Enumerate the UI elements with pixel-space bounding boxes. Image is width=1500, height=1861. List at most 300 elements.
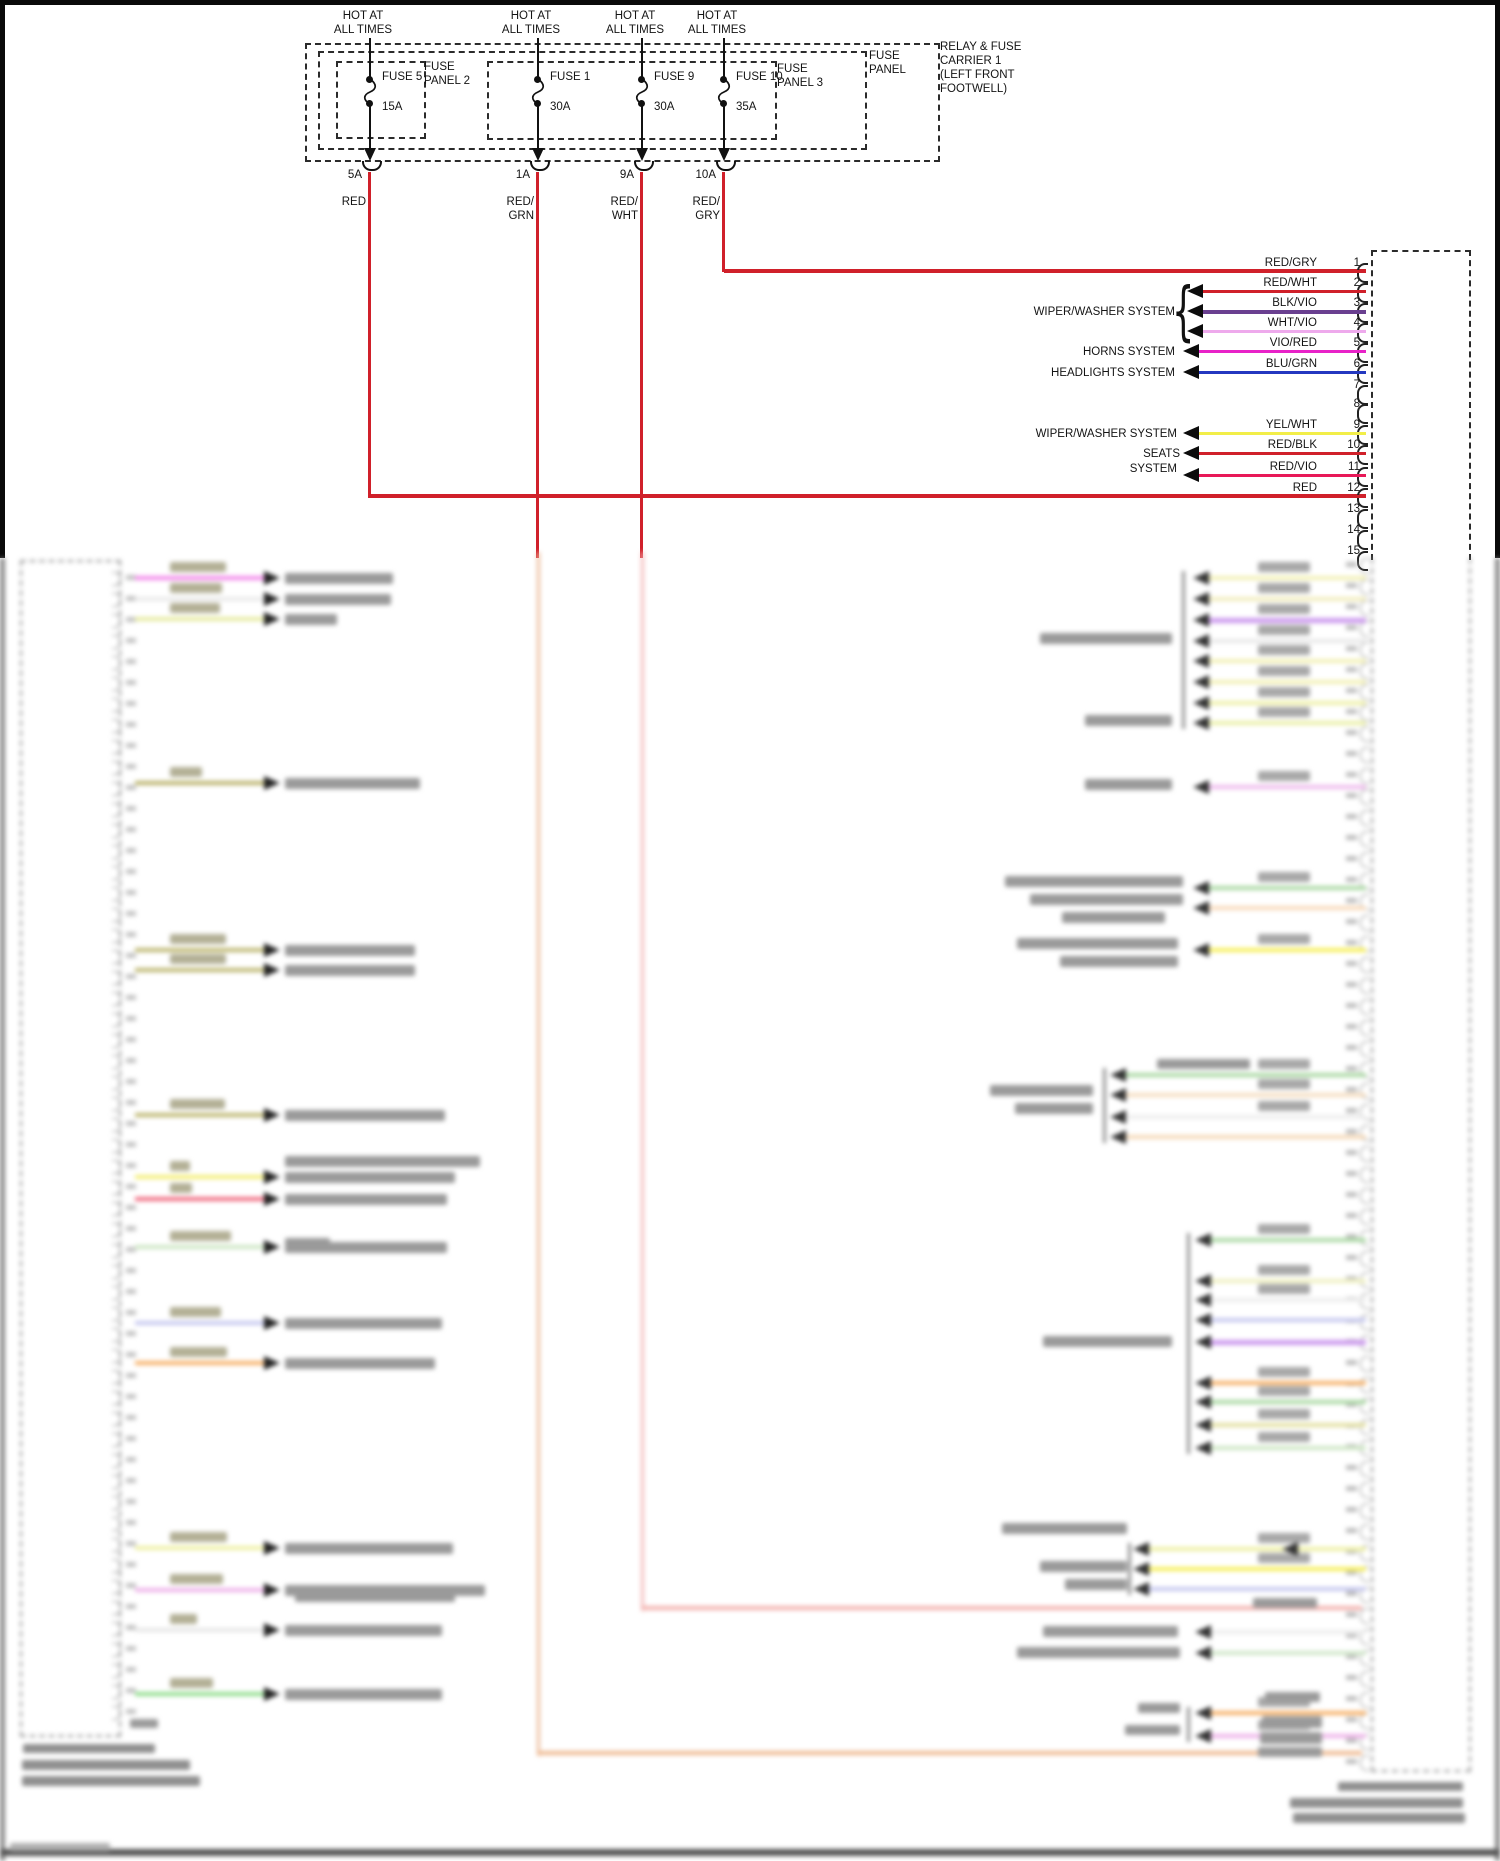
left-pin-number — [126, 638, 136, 643]
left-wire — [135, 1692, 265, 1696]
right-pin-socket-icon — [1360, 1713, 1369, 1729]
left-pin-number — [126, 1436, 136, 1441]
right-wire-color-label — [1258, 1432, 1310, 1442]
hot-at-label: HOT AT ALL TIMES — [605, 10, 665, 36]
fuse-amps-label: 30A — [550, 101, 571, 113]
right-wire-arrow-icon — [1133, 1542, 1149, 1556]
blurred-label — [1043, 1336, 1172, 1347]
left-pin-number — [126, 974, 136, 979]
right-wire — [1209, 721, 1366, 725]
left-wire-color-label — [170, 767, 202, 777]
right-wire — [1126, 1135, 1366, 1139]
right-wire-arrow-icon — [1195, 1335, 1211, 1349]
fuse-panel3-label: FUSE PANEL 3 — [777, 63, 824, 89]
fuse-amps-label: 15A — [382, 101, 403, 113]
wire-group-bracket — [1182, 571, 1185, 729]
right-wire-arrow-icon — [1195, 1233, 1211, 1247]
left-wire-arrow-icon — [264, 963, 280, 977]
left-pin-number — [126, 1646, 136, 1651]
right-wire-color-label — [1258, 604, 1310, 614]
right-pin-socket-icon — [1360, 852, 1369, 868]
right-wire — [1211, 1630, 1366, 1634]
left-pin-number — [126, 953, 136, 958]
left-wire — [135, 1197, 265, 1201]
blurred-label — [1265, 1692, 1320, 1702]
pin-number: 10 — [1347, 439, 1360, 451]
right-wire-arrow-icon — [1193, 613, 1209, 627]
blurred-label — [1065, 1579, 1127, 1590]
right-pin-socket-icon — [1360, 1671, 1369, 1687]
left-pin-number — [126, 1142, 136, 1147]
feed-wire-lower — [641, 552, 644, 1611]
system-label-seats-2: SYSTEM — [1129, 463, 1177, 475]
left-wire — [135, 1546, 265, 1550]
blurred-label — [1040, 633, 1172, 644]
right-pin-number — [1346, 961, 1357, 966]
left-wire-arrow-icon — [264, 1623, 280, 1637]
left-wire — [135, 1245, 265, 1249]
right-pin-socket-icon — [1360, 978, 1369, 994]
right-wire-arrow-icon — [1195, 1729, 1211, 1743]
left-pin-number — [126, 932, 136, 937]
feed-wire-lower — [537, 552, 540, 1756]
right-wire — [1209, 886, 1366, 890]
left-wire-color-label — [170, 1678, 213, 1688]
right-pin-number — [1346, 856, 1357, 861]
left-pin-number — [126, 1394, 136, 1399]
wire-color-label: RED/BLK — [1267, 439, 1317, 451]
left-wire — [135, 1628, 265, 1632]
right-wire-color-label — [1258, 707, 1310, 717]
left-pin-number — [126, 1604, 136, 1609]
right-wire-color-label — [1258, 562, 1310, 572]
right-wire-arrow-icon — [1193, 901, 1209, 915]
left-wire-arrow-icon — [264, 1192, 280, 1206]
left-wire-color-label — [170, 1307, 221, 1317]
blurred-label — [1125, 1725, 1180, 1735]
right-wire-arrow-icon — [1195, 1706, 1211, 1720]
left-pin-number — [126, 1163, 136, 1168]
left-wire-system-label — [285, 1172, 455, 1183]
right-pin-socket-icon — [1360, 1146, 1369, 1162]
right-pin-socket-icon — [1360, 726, 1369, 742]
left-pin-number — [126, 680, 136, 685]
right-pin-number — [1346, 1360, 1357, 1365]
right-pin-number — [1346, 940, 1357, 945]
pin-number: 5 — [1353, 337, 1360, 349]
right-pin-socket-icon — [1360, 663, 1369, 679]
right-pin-number — [1346, 730, 1357, 735]
left-pin-number — [126, 1520, 136, 1525]
blurred-label — [990, 1085, 1093, 1096]
system-label-horns: HORNS SYSTEM — [1082, 346, 1175, 358]
right-pin-socket-icon — [1360, 1167, 1369, 1183]
fuse-wire-color-label: RED/ WHT — [610, 196, 638, 222]
right-wire-arrow-icon — [1193, 881, 1209, 895]
left-pin-number — [126, 722, 136, 727]
right-wire — [1149, 1567, 1366, 1571]
left-wire-color-label — [170, 1183, 192, 1193]
left-wire-arrow-icon — [264, 1240, 280, 1254]
right-wire-arrow-icon — [1193, 696, 1209, 710]
right-wire — [1209, 948, 1366, 952]
right-pin-socket-icon — [1360, 915, 1369, 931]
left-wire — [135, 576, 265, 580]
left-wire-color-label — [170, 1161, 190, 1171]
right-wire-arrow-icon — [1195, 1293, 1211, 1307]
right-wire-arrow-icon — [1110, 1130, 1126, 1144]
left-label-extra-line — [285, 1238, 330, 1249]
right-pin-number — [1346, 709, 1357, 714]
fuse-name-label: FUSE 1 — [550, 71, 591, 83]
fuse-wire-color-label: RED/ GRY — [692, 196, 720, 222]
right-pin-socket-icon — [1360, 1356, 1369, 1372]
blurred-label — [1060, 956, 1178, 967]
right-wire-arrow-icon — [1282, 1542, 1298, 1556]
right-wire-arrow-icon — [1195, 1625, 1211, 1639]
left-pin-number — [126, 1478, 136, 1483]
blurred-label — [1002, 1523, 1127, 1534]
left-wire-color-label — [170, 1347, 227, 1357]
left-connector-caption-line — [22, 1776, 200, 1786]
left-wire-arrow-icon — [264, 1170, 280, 1184]
system-label-headlights: HEADLIGHTS SYSTEM — [1051, 367, 1175, 379]
right-pin-number — [1346, 1171, 1357, 1176]
left-wire-arrow-icon — [264, 612, 280, 626]
system-label-wiper-washer-2: WIPER/WASHER SYSTEM — [1035, 428, 1177, 440]
right-pin-number — [1346, 1192, 1357, 1197]
right-wire-color-label — [1258, 583, 1310, 593]
right-pin-number — [1346, 562, 1357, 567]
left-pin-number — [126, 1016, 136, 1021]
right-wire-arrow-icon — [1133, 1582, 1149, 1596]
wire-color-label: BLU/GRN — [1265, 358, 1317, 370]
relay-fuse-carrier-label: RELAY & FUSE CARRIER 1 (LEFT FRONT FOOTWELL) — [940, 41, 1022, 95]
right-wire-arrow-icon — [1195, 1441, 1211, 1455]
left-pin-number — [126, 1100, 136, 1105]
right-pin-number — [1346, 1003, 1357, 1008]
left-wire-arrow-icon — [264, 1108, 280, 1122]
pin-number: 9 — [1353, 419, 1360, 431]
right-pin-socket-icon — [1360, 1377, 1369, 1393]
left-pin-number — [126, 743, 136, 748]
right-pin-socket-icon — [1360, 789, 1369, 805]
right-wire-arrow-icon — [1133, 1562, 1149, 1576]
right-pin-socket-icon — [1360, 747, 1369, 763]
left-wire — [135, 781, 265, 785]
left-wire-arrow-icon — [264, 943, 280, 957]
right-pin-socket-icon — [1360, 1419, 1369, 1435]
right-pin-number — [1346, 982, 1357, 987]
pin-number: 14 — [1347, 524, 1360, 536]
right-connector-caption-line — [1293, 1813, 1465, 1823]
right-wire-color-label — [1258, 1224, 1310, 1234]
right-pin-number — [1346, 1738, 1357, 1743]
right-pin-number — [1346, 1024, 1357, 1029]
blurred-label — [1157, 1059, 1250, 1069]
right-wire-color-label — [1258, 1367, 1310, 1377]
fuse-pin-label: 1A — [515, 169, 530, 181]
right-wire — [1209, 906, 1366, 910]
left-wire — [135, 968, 265, 972]
right-wire — [1211, 1711, 1366, 1715]
blurred-label — [1260, 1732, 1322, 1744]
wire-group-bracket — [1103, 1068, 1106, 1143]
blurred-label — [1043, 1626, 1178, 1637]
left-wire-system-label — [285, 945, 415, 956]
right-wire-color-label — [1258, 1059, 1310, 1069]
left-wire-arrow-icon — [264, 1356, 280, 1370]
blurred-label — [1085, 779, 1172, 790]
left-wire-color-label — [170, 583, 222, 593]
right-wire-arrow-icon — [1193, 592, 1209, 606]
right-pin-number — [1346, 1675, 1357, 1680]
right-wire — [1211, 1651, 1366, 1655]
fuse-wire-color-label: RED/ GRN — [506, 196, 534, 222]
hot-at-label: HOT AT ALL TIMES — [333, 10, 393, 36]
right-wire-color-label — [1258, 666, 1310, 676]
left-wire-system-label — [285, 778, 420, 789]
hot-at-label: HOT AT ALL TIMES — [501, 10, 561, 36]
right-wire — [1211, 1340, 1366, 1345]
right-pin-number — [1346, 877, 1357, 882]
right-pin-number — [1346, 1045, 1357, 1050]
wire-color-label: YEL/WHT — [1265, 419, 1317, 431]
left-wire-system-label — [285, 1194, 447, 1205]
right-wire-arrow-icon — [1195, 1395, 1211, 1409]
left-pin-number — [126, 848, 136, 853]
left-pin-number — [126, 1289, 136, 1294]
left-wire-arrow-icon — [264, 1541, 280, 1555]
right-wire — [1126, 1093, 1366, 1097]
left-pin-number — [126, 869, 136, 874]
left-pin-number — [126, 995, 136, 1000]
copyright-line — [10, 1843, 110, 1851]
right-pin-number — [1346, 1066, 1357, 1071]
left-pin-number — [126, 890, 136, 895]
right-pin-socket-icon — [1360, 831, 1369, 847]
right-wire-arrow-icon — [1110, 1088, 1126, 1102]
wire-color-label: VIO/RED — [1269, 337, 1317, 349]
left-wire-system-label — [285, 965, 415, 976]
right-pin-number — [1346, 814, 1357, 819]
right-wire — [1209, 785, 1366, 789]
right-pin-number — [1346, 604, 1357, 609]
right-wire-color-label — [1258, 625, 1310, 635]
brace-wiper-washer: { — [1172, 275, 1195, 349]
left-wire-arrow-icon — [264, 571, 280, 585]
right-pin-number — [1346, 1465, 1357, 1470]
right-connector-caption-line — [1290, 1798, 1463, 1808]
left-pin-number — [126, 1184, 136, 1189]
right-pin-number — [1346, 898, 1357, 903]
fuse-name-label: FUSE 5 — [382, 71, 423, 83]
right-connector-caption-line — [1338, 1782, 1463, 1791]
right-pin-number — [1346, 1696, 1357, 1701]
blurred-label — [1062, 912, 1165, 923]
left-wire-color-label — [170, 1099, 225, 1109]
left-wire-color-label — [170, 1574, 223, 1584]
wire-group-bracket — [1187, 1233, 1190, 1454]
right-wire-color-label — [1258, 1386, 1310, 1396]
right-pin-socket-icon — [1360, 642, 1369, 658]
right-pin-number — [1346, 667, 1357, 672]
right-wire — [1209, 576, 1366, 580]
right-pin-socket-icon — [1360, 768, 1369, 784]
right-wire — [1209, 597, 1366, 601]
wire-color-label: RED/WHT — [1263, 277, 1317, 289]
left-wire-color-label — [170, 562, 226, 572]
pin-number: 7 — [1353, 379, 1360, 391]
left-wire — [135, 948, 265, 952]
left-pin-number — [126, 1226, 136, 1231]
left-wire — [135, 1113, 265, 1117]
right-pin-number — [1346, 1612, 1357, 1617]
right-pin-socket-icon — [1360, 1041, 1369, 1057]
right-pin-socket-icon — [1360, 1020, 1369, 1036]
right-wire — [1211, 1279, 1366, 1283]
frame-left-lower — [0, 558, 5, 1861]
left-wire — [135, 597, 265, 601]
pin-number: 15 — [1347, 545, 1360, 557]
right-wire-color-label — [1258, 1265, 1310, 1275]
right-pin-number — [1346, 646, 1357, 651]
right-pin-number — [1346, 1717, 1357, 1722]
right-pin-socket-icon — [1360, 1755, 1369, 1771]
blurred-label — [1262, 1716, 1322, 1728]
fuse-wire-color-label: RED — [341, 196, 366, 208]
right-pin-number — [1346, 1129, 1357, 1134]
right-wire-color-label — [1258, 1101, 1310, 1111]
right-pin-socket-icon — [1360, 1692, 1369, 1708]
left-wire-system-label — [285, 1543, 453, 1554]
right-pin-socket-icon — [1360, 1482, 1369, 1498]
pin-number: 11 — [1348, 461, 1360, 473]
left-label-extra-line — [285, 1156, 480, 1167]
left-wire-color-label — [170, 1532, 227, 1542]
right-wire — [1209, 639, 1366, 643]
right-pin-socket-icon — [1360, 810, 1369, 826]
right-pin-number — [1346, 1150, 1357, 1155]
left-wire-system-label — [285, 573, 393, 584]
right-wire — [1126, 1115, 1366, 1119]
pin-number: 6 — [1353, 358, 1360, 370]
left-wire-system-label — [285, 1625, 442, 1636]
left-wire-arrow-icon — [264, 1583, 280, 1597]
right-wire-color-label — [1258, 934, 1310, 944]
left-pin-number — [126, 1079, 136, 1084]
right-pin-socket-icon — [1360, 705, 1369, 721]
pin-number: 4 — [1353, 317, 1360, 329]
right-pin-socket-icon — [1360, 579, 1369, 595]
right-wire — [1209, 701, 1366, 705]
right-pin-number — [1346, 1591, 1357, 1596]
right-pin-socket-icon — [1360, 1608, 1369, 1624]
hot-at-label: HOT AT ALL TIMES — [687, 10, 747, 36]
left-wire-color-label — [170, 1231, 231, 1241]
blurred-label — [1015, 1103, 1093, 1114]
blurred-label — [1085, 715, 1172, 726]
left-pin-number — [126, 827, 136, 832]
left-wire-color-label — [170, 603, 220, 613]
left-pin-number — [126, 911, 136, 916]
right-wire-color-label — [1258, 645, 1310, 655]
pin-number: 13 — [1347, 503, 1360, 515]
left-wire — [135, 1588, 265, 1592]
pin-number: 1 — [1353, 257, 1360, 269]
right-wire-arrow-icon — [1193, 634, 1209, 648]
left-pin-number — [126, 701, 136, 706]
blurred-label — [1253, 1598, 1317, 1608]
blurred-label — [1017, 938, 1178, 949]
frame-bottom — [0, 1849, 1500, 1856]
right-wire-arrow-icon — [1195, 1646, 1211, 1660]
fuse-name-label: FUSE 9 — [654, 71, 695, 83]
left-wire-color-label — [170, 934, 226, 944]
left-wire-arrow-icon — [264, 776, 280, 790]
frame-right-lower — [1495, 558, 1500, 1861]
right-pin-socket-icon — [1360, 1524, 1369, 1540]
right-wire-arrow-icon — [1193, 654, 1209, 668]
right-wire-color-label — [1258, 1284, 1310, 1294]
left-connector-caption-line — [23, 1744, 155, 1753]
fuse-pin-label: 5A — [347, 169, 362, 181]
left-pin-number — [126, 1457, 136, 1462]
right-wire-arrow-icon — [1193, 780, 1209, 794]
fuse-amps-label: 35A — [736, 101, 757, 113]
right-pin-socket-icon — [1360, 957, 1369, 973]
right-wire-arrow-icon — [1193, 943, 1209, 957]
right-pin-socket-icon — [1360, 1503, 1369, 1519]
right-wire — [1211, 1238, 1366, 1242]
right-wire — [1211, 1423, 1366, 1427]
right-wire — [1149, 1587, 1366, 1591]
right-pin-socket-icon — [1360, 999, 1369, 1015]
left-pin-number — [126, 764, 136, 769]
right-wire-arrow-icon — [1195, 1376, 1211, 1390]
right-pin-number — [1346, 919, 1357, 924]
left-pin-number — [126, 1037, 136, 1042]
left-wire-system-label — [285, 1358, 435, 1369]
pin-number: 12 — [1347, 482, 1360, 494]
left-wire-arrow-icon — [264, 592, 280, 606]
wire-color-label: RED/VIO — [1269, 461, 1317, 473]
blurred-label — [1030, 894, 1183, 905]
right-wire — [1149, 1547, 1366, 1551]
wire-group-bracket — [1128, 1543, 1131, 1595]
right-wire-color-label — [1258, 687, 1310, 697]
right-wire-arrow-icon — [1110, 1068, 1126, 1082]
right-pin-number — [1346, 835, 1357, 840]
system-label-wiper-washer-1: WIPER/WASHER SYSTEM — [1033, 306, 1175, 318]
feed-wire-lower — [538, 1751, 1362, 1755]
blurred-label — [1017, 1647, 1180, 1658]
wire-color-label: BLK/VIO — [1272, 297, 1317, 309]
left-wire-arrow-icon — [264, 1316, 280, 1330]
left-pin-number — [126, 1667, 136, 1672]
left-pin-number — [126, 1415, 136, 1420]
right-wire — [1211, 1446, 1366, 1450]
right-pin-number — [1346, 772, 1357, 777]
right-wire-arrow-icon — [1195, 1274, 1211, 1288]
right-pin-number — [1346, 1507, 1357, 1512]
left-connector-box — [20, 560, 121, 1737]
blurred-label — [1005, 876, 1183, 887]
left-wire — [135, 1321, 265, 1325]
left-pin-number — [126, 1058, 136, 1063]
right-wire-arrow-icon — [1195, 1313, 1211, 1327]
right-wire-arrow-icon — [1193, 675, 1209, 689]
